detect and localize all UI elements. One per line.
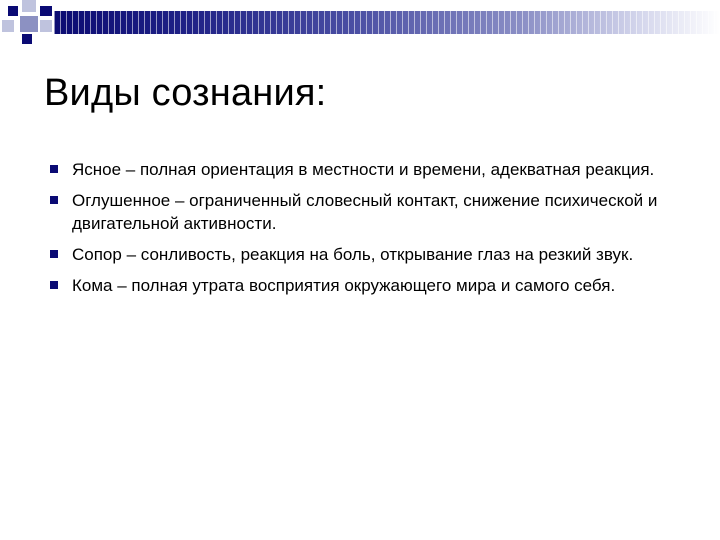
list-item <box>50 243 690 266</box>
corner-square-decoration <box>22 0 36 12</box>
list-item <box>50 274 690 297</box>
bullet-text: Сопор – сонливость, реакция на боль, открывание глаз на резкий звук. <box>72 245 634 264</box>
header-gradient-bar <box>54 11 720 34</box>
square-bullet-icon <box>50 196 58 204</box>
bullet-text: Ясное – полная ориентация в местности и времени, адекватная реакция. <box>72 160 655 179</box>
slide-title: Виды сознания: <box>44 72 327 114</box>
corner-square-decoration <box>8 6 18 16</box>
bullet-text: Оглушенное – ограниченный словесный контакт, снижение психической и двигательной активности. <box>72 191 658 233</box>
square-bullet-icon <box>50 281 58 289</box>
square-bullet-icon <box>50 250 58 258</box>
corner-square-decoration <box>22 34 32 44</box>
corner-square-decoration <box>2 20 14 32</box>
square-bullet-icon <box>50 165 58 173</box>
list-item <box>50 189 690 235</box>
corner-square-decoration <box>20 16 38 32</box>
list-item <box>50 158 690 181</box>
bullet-text: Кома – полная утрата восприятия окружающего мира и самого себя. <box>72 276 616 295</box>
bullet-list <box>50 158 690 305</box>
corner-square-decoration <box>40 6 52 16</box>
corner-square-decoration <box>40 20 52 32</box>
